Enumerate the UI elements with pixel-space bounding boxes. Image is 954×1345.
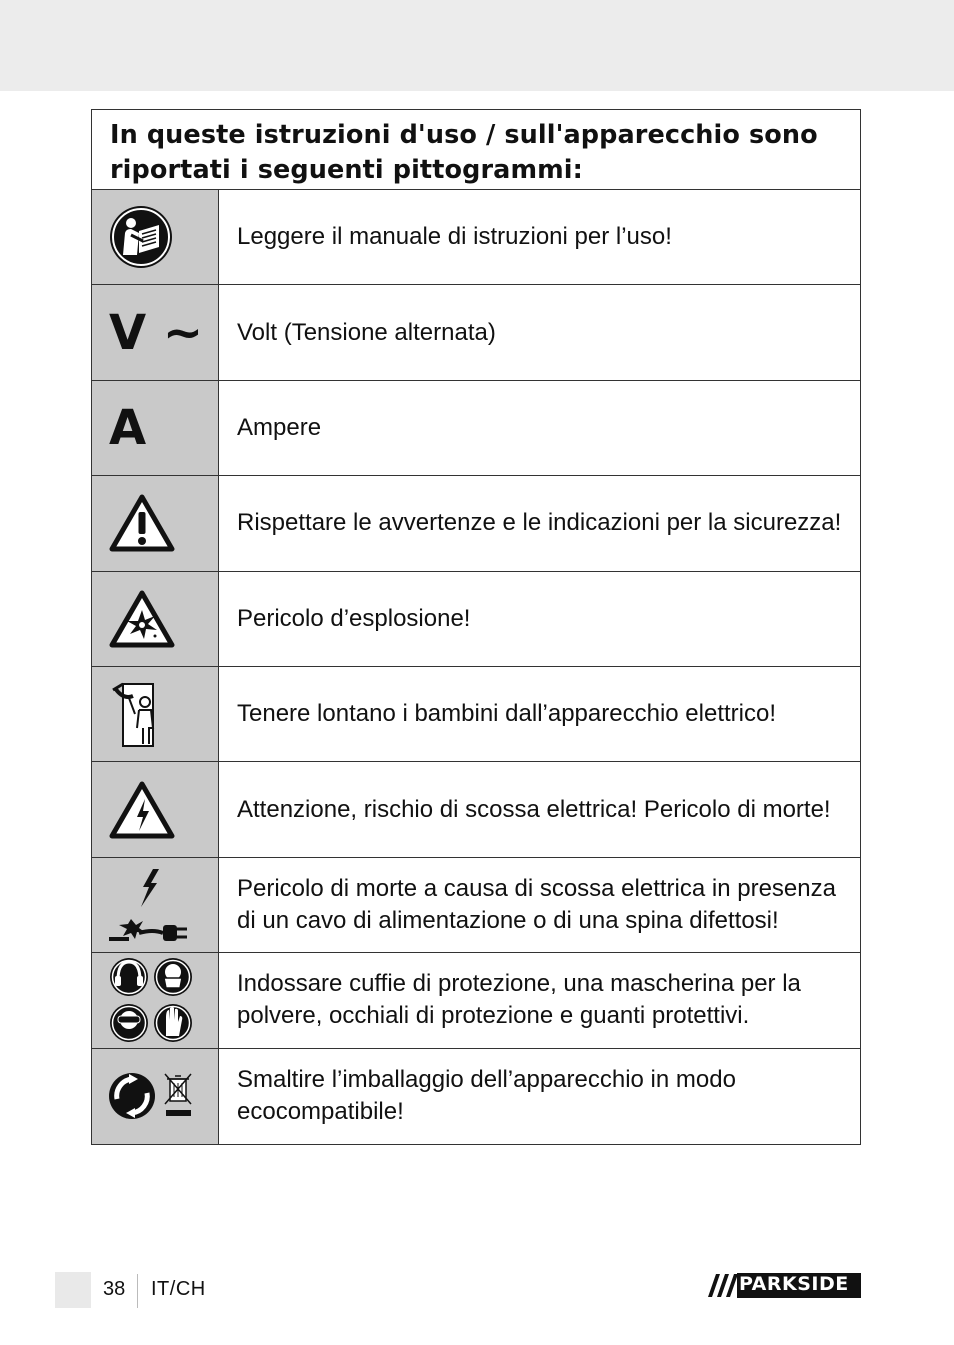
warning-triangle-icon bbox=[109, 494, 175, 552]
table-row bbox=[92, 476, 860, 571]
row-text: Rispettare le avvertenze e le indicazioni per la sicurezza! bbox=[237, 509, 842, 537]
icon-cell bbox=[92, 285, 219, 379]
icon-cell bbox=[92, 858, 219, 952]
volt-ac-icon: V ~ bbox=[109, 304, 204, 361]
row-text: Pericolo di morte a causa di scossa elettrica in presenza di un cavo di alimentazione o di una spina difettosi! bbox=[237, 874, 836, 934]
row-text: Indossare cuffie di protezione, una mascherina per la polvere, occhiali di protezione e guanti protettivi. bbox=[237, 970, 801, 1030]
protective-equipment-icon bbox=[109, 954, 195, 1046]
icon-cell bbox=[92, 953, 219, 1047]
icon-cell bbox=[92, 572, 219, 666]
ampere-icon: A bbox=[109, 399, 147, 456]
table-row bbox=[92, 762, 860, 857]
recycling-disposal-icon bbox=[109, 1071, 199, 1121]
icon-cell bbox=[92, 476, 219, 570]
brand-logo bbox=[704, 1272, 862, 1299]
top-band bbox=[0, 0, 954, 91]
table-row bbox=[92, 858, 860, 953]
row-text: Attenzione, rischio di scossa elettrica! Pericolo di morte! bbox=[237, 795, 831, 823]
read-manual-icon bbox=[109, 205, 173, 269]
table-row bbox=[92, 381, 860, 476]
table-header: In queste istruzioni d'uso / sull'apparecchio sono riportati i seguenti pittogrammi: bbox=[92, 110, 860, 190]
footer-divider bbox=[137, 1274, 138, 1308]
row-text: Pericolo d’esplosione! bbox=[237, 604, 471, 632]
row-text: Volt (Tensione alternata) bbox=[237, 318, 496, 346]
row-text: Tenere lontano i bambini dall’apparecchio elettrico! bbox=[237, 700, 776, 728]
table-row bbox=[92, 1049, 860, 1144]
icon-cell bbox=[92, 381, 219, 475]
keep-children-away-icon bbox=[109, 680, 169, 748]
table-row bbox=[92, 190, 860, 285]
language-code: IT/CH bbox=[151, 1278, 206, 1300]
row-text: Ampere bbox=[237, 413, 322, 441]
brand-name: PARKSIDE bbox=[739, 1273, 849, 1295]
icon-cell bbox=[92, 1049, 219, 1144]
footer-marker bbox=[55, 1272, 91, 1308]
icon-cell bbox=[92, 762, 219, 856]
table-row bbox=[92, 285, 860, 380]
electric-shock-warning-icon bbox=[109, 781, 175, 839]
page-number: 38 bbox=[103, 1278, 126, 1300]
icon-cell bbox=[92, 190, 219, 284]
row-text: Leggere il manuale di istruzioni per l’uso! bbox=[237, 223, 672, 251]
table-row bbox=[92, 953, 860, 1048]
pictogram-table bbox=[91, 109, 861, 1145]
row-text: Smaltire l’imballaggio dell’apparecchio in modo ecocompatibile! bbox=[237, 1066, 736, 1126]
damaged-cable-icon bbox=[109, 867, 189, 943]
icon-cell bbox=[92, 667, 219, 761]
table-row bbox=[92, 572, 860, 667]
explosion-warning-icon bbox=[109, 590, 175, 648]
table-row bbox=[92, 667, 860, 762]
